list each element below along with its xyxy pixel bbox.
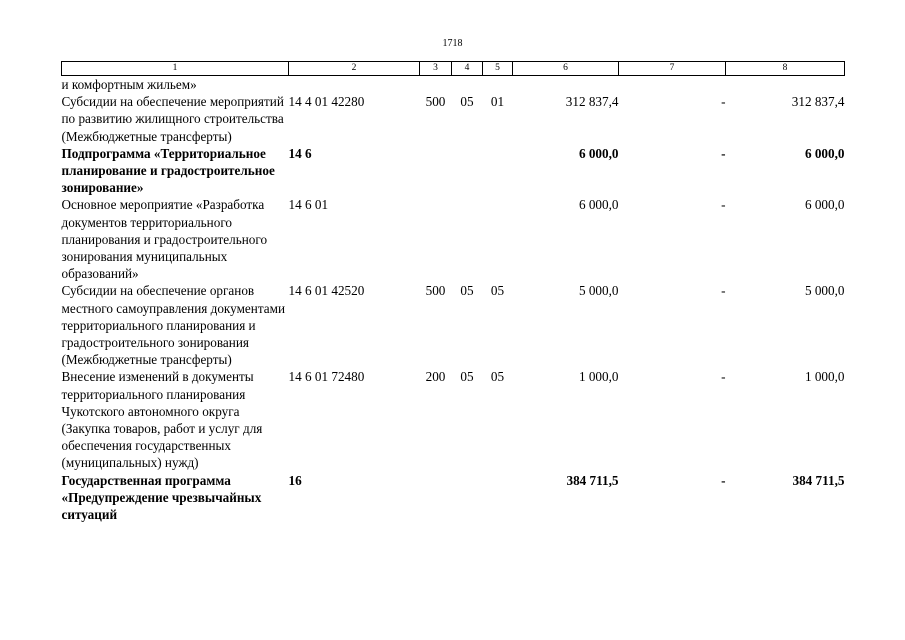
row-c4-cell: 05 (460, 283, 474, 299)
row-c7-cell: - (721, 94, 726, 110)
row-name-cell: Субсидии на обеспечение мероприятий по развитию жилищного строительства (Межбюджетные трансферты) (61, 94, 284, 144)
row-total-cell: 312 837,4 (791, 94, 845, 110)
row-c5-cell (483, 196, 513, 282)
budget-table (61, 61, 845, 523)
row-c5-cell: 05 (490, 283, 505, 299)
row-amount-cell: 6 000,0 (578, 197, 619, 213)
row-c4-cell (452, 472, 483, 524)
table-row (62, 472, 845, 524)
row-name-cell: Внесение изменений в документы территориального планирования Чукотского автономного округа (Закупка товаров, работ и услуг для обеспечения государственных (муниципальных) нужд) (61, 369, 263, 471)
row-c3-cell: 500 (425, 283, 446, 299)
column-number: 8 (726, 62, 845, 76)
row-amount-cell: 384 711,5 (566, 472, 619, 488)
table-row (62, 196, 845, 282)
column-number: 4 (452, 62, 483, 76)
row-code-cell: 14 4 01 42280 (288, 94, 365, 110)
table-row (62, 93, 845, 145)
row-c7-cell (619, 76, 726, 94)
row-c7-cell: - (721, 369, 726, 385)
row-c3-cell (420, 472, 452, 524)
column-number: 1 (62, 62, 289, 76)
row-name-cell: Основное мероприятие «Разработка документов территориального планирования и градостроительного зонирования муниципальных образований» (61, 197, 268, 282)
column-number: 6 (513, 62, 619, 76)
row-c5-cell: 01 (490, 94, 505, 110)
row-c5-cell (483, 145, 513, 197)
row-code-cell: 14 6 01 (288, 197, 329, 213)
row-name-cell: Государственная программа «Предупреждение чрезвычайных ситуаций (61, 472, 262, 523)
row-amount-cell: 312 837,4 (565, 94, 619, 110)
row-c3-cell (420, 196, 452, 282)
row-c3-cell: 200 (425, 369, 446, 385)
column-number-row (62, 62, 845, 76)
table-row (62, 76, 845, 94)
row-code-cell: 14 6 01 42520 (288, 283, 365, 299)
row-c7-cell: - (721, 472, 726, 488)
row-total-cell: 6 000,0 (804, 145, 845, 161)
row-c3-cell (420, 145, 452, 197)
row-total-cell (726, 76, 845, 94)
row-code-cell (289, 76, 420, 94)
row-code-cell: 16 (288, 472, 302, 488)
row-name-cell: Субсидии на обеспечение органов местного самоуправления документами территориального планирования и градостроительного зонирования (Межбюджетные трансферты) (61, 283, 286, 368)
row-c4-cell: 05 (460, 94, 474, 110)
row-c5-cell (483, 76, 513, 94)
row-c4-cell (452, 196, 483, 282)
table-row (62, 282, 845, 368)
row-c7-cell: - (721, 197, 726, 213)
row-name-cell: Подпрограмма «Территориальное планирование и градостроительное зонирование» (61, 145, 275, 196)
table-row (62, 368, 845, 471)
table-row (62, 145, 845, 197)
column-number: 7 (619, 62, 726, 76)
row-amount-cell: 5 000,0 (578, 283, 619, 299)
row-c4-cell: 05 (460, 369, 474, 385)
row-c7-cell: - (721, 145, 726, 161)
row-c5-cell: 05 (490, 369, 505, 385)
row-c7-cell: - (721, 283, 726, 299)
row-c3-cell (420, 76, 452, 94)
row-total-cell: 1 000,0 (804, 369, 845, 385)
row-amount-cell: 1 000,0 (578, 369, 619, 385)
table-body (62, 76, 845, 524)
row-amount-cell (513, 76, 619, 94)
row-total-cell: 384 711,5 (792, 472, 845, 488)
row-c5-cell (483, 472, 513, 524)
row-c4-cell (452, 76, 483, 94)
column-number: 3 (420, 62, 452, 76)
row-total-cell: 6 000,0 (804, 197, 845, 213)
row-code-cell: 14 6 (288, 145, 312, 161)
row-name-cell: и комфортным жильем» (61, 77, 197, 92)
column-number: 2 (289, 62, 420, 76)
row-c4-cell (452, 145, 483, 197)
row-amount-cell: 6 000,0 (578, 145, 619, 161)
column-number: 5 (483, 62, 513, 76)
row-c3-cell: 500 (425, 94, 446, 110)
page-number: 1718 (442, 38, 463, 49)
row-code-cell: 14 6 01 72480 (288, 369, 365, 385)
row-total-cell: 5 000,0 (804, 283, 845, 299)
